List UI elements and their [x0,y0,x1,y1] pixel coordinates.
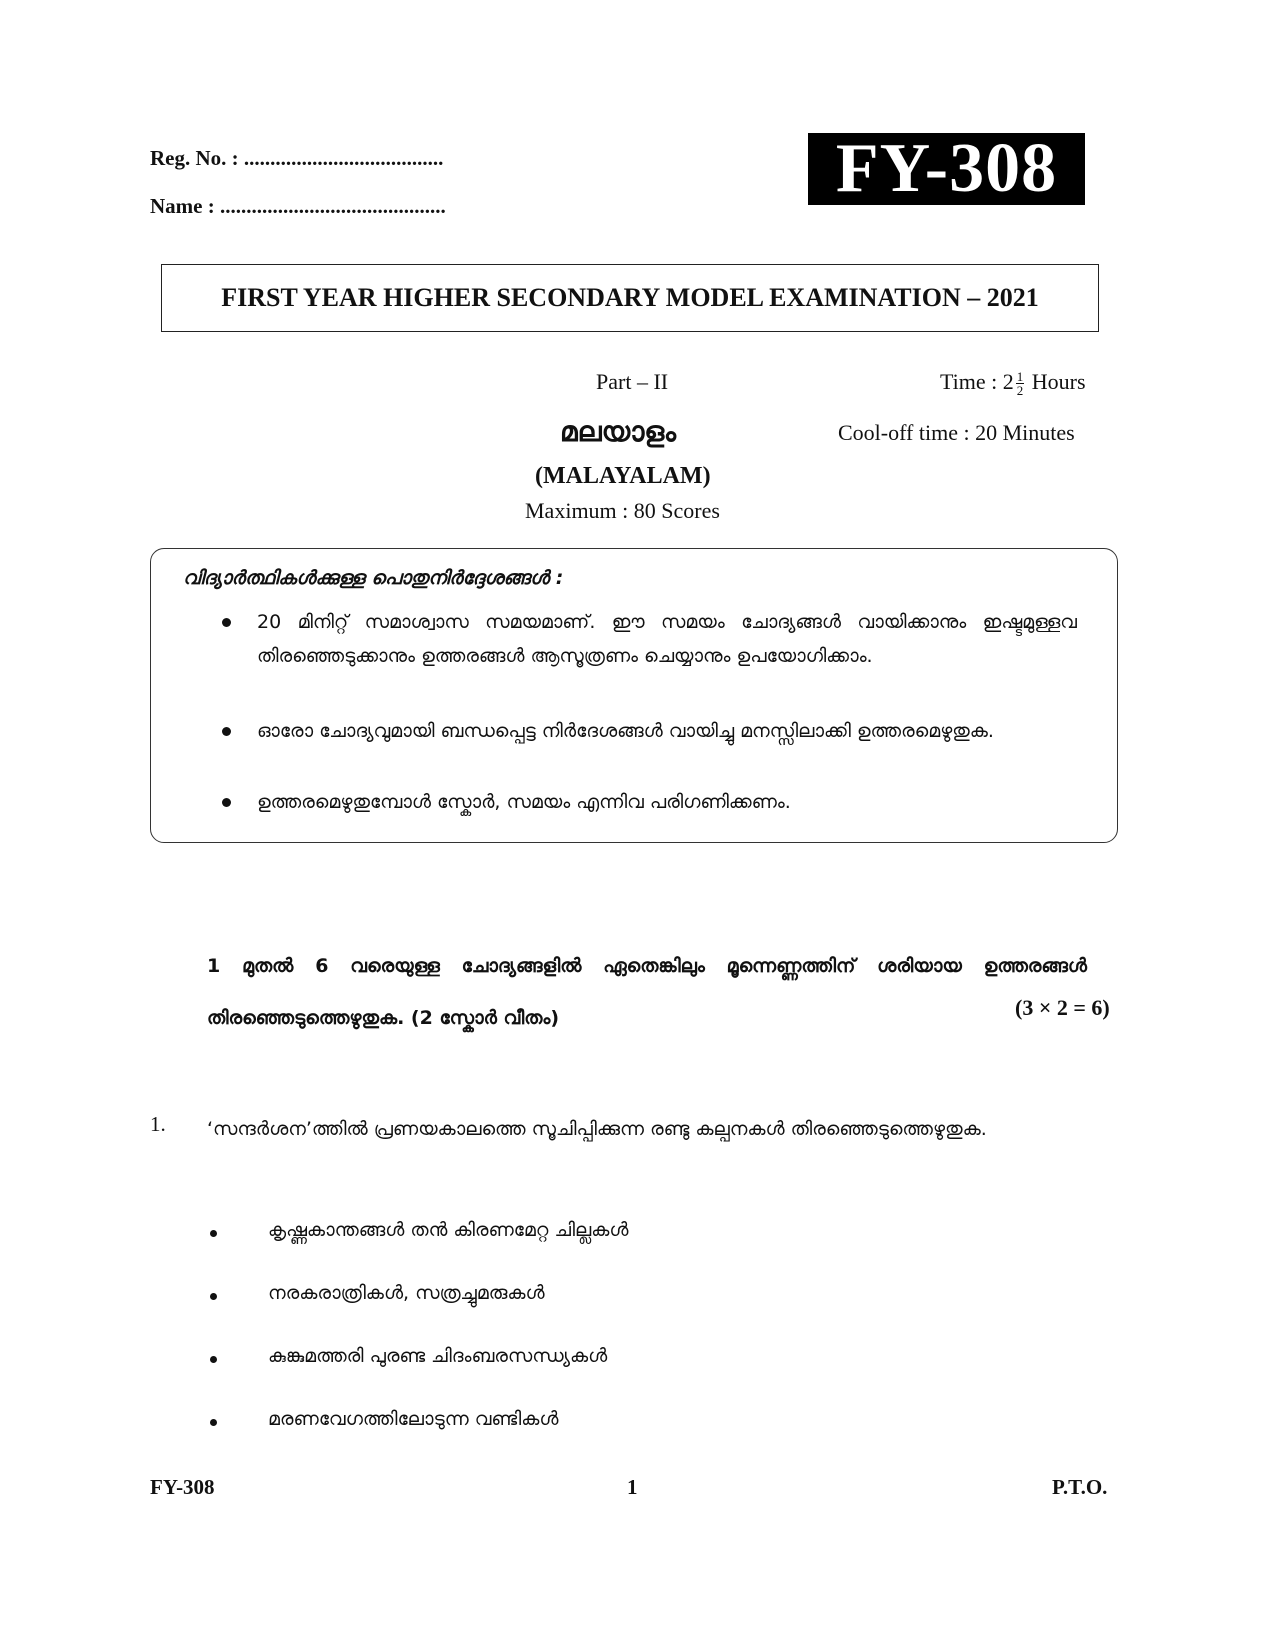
option-item: നരകരാത്രികൾ, സത്രച്ചുമരുകൾ [268,1282,545,1304]
time-label [940,369,1086,397]
time-suffix: Hours [1031,369,1086,394]
footer-code: FY-308 [150,1475,215,1499]
part-label: Part – II [596,369,669,394]
bullet-icon [210,1293,217,1300]
section-instruction: 1 മുതൽ 6 വരെയുള്ള ചോദ്യങ്ങളിൽ ഏതെങ്കിലും മൂന്നെണ്ണത്തിന് ശരിയായ ഉത്തരങ്ങൾ തിരഞ്ഞെടുത്തെഴുതുക. (2 സ്കോർ വീതം) [207,955,1087,1029]
cooloff-time: Cool-off time : 20 Minutes [838,420,1075,445]
option-item: കൃഷ്ണകാന്തങ്ങൾ തൻ കിരണമേറ്റ ചില്ലകൾ [268,1219,629,1241]
question-number: 1. [150,1112,166,1136]
pto-label: P.T.O. [1052,1475,1108,1499]
page-number: 1 [627,1475,638,1499]
instruction-item: ഉത്തരമെഴുതുമ്പോൾ സ്കോർ, സമയം എന്നിവ പരിഗണിക്കണം. [257,791,791,813]
instructions-heading: വിദ്യാർത്ഥികൾക്കുള്ള പൊതുനിർദ്ദേശങ്ങൾ : [183,567,564,589]
subject-malayalam: മലയാളം [560,415,677,448]
bullet-icon [210,1230,217,1237]
paper-code: FY-308 [808,133,1085,205]
bullet-icon [222,618,231,627]
time-fraction [1016,370,1025,397]
reg-no-field: Reg. No. : ...................................... [150,146,444,170]
bullet-icon [210,1419,217,1426]
maximum-score: Maximum : 80 Scores [525,498,720,523]
time-prefix: Time : 2 [940,369,1014,394]
bullet-icon [222,798,231,807]
option-item: മരണവേഗത്തിലോടുന്ന വണ്ടികൾ [268,1408,559,1430]
option-item: കുങ്കുമത്തരി പുരണ്ട ചിദംബരസന്ധ്യകൾ [268,1345,608,1367]
bullet-icon [210,1356,217,1363]
instruction-item: ഓരോ ചോദ്യവുമായി ബന്ധപ്പെട്ട നിർദേശങ്ങൾ വായിച്ചു മനസ്സിലാക്കി ഉത്തരമെഴുതുക. [257,720,994,742]
bullet-icon [222,727,231,736]
exam-title: FIRST YEAR HIGHER SECONDARY MODEL EXAMINATION – 2021 [161,264,1099,332]
question-text: ‘സന്ദർശന’ത്തിൽ പ്രണയകാലത്തെ സൂചിപ്പിക്കുന്ന രണ്ടു കല്പനകൾ തിരഞ്ഞെടുത്തെഴുതുക. [207,1118,987,1140]
section-score: (3 × 2 = 6) [1015,995,1110,1020]
subject-english: (MALAYALAM) [535,463,711,489]
name-field: Name : ........................................... [150,194,446,218]
fraction-numerator: 1 [1016,369,1024,385]
fraction-denominator: 2 [1016,383,1024,399]
instruction-item: 20 മിനിറ്റ് സമാശ്വാസ സമയമാണ്. ഈ സമയം ചോദ്യങ്ങൾ വായിക്കാനും ഇഷ്ടമുള്ളവ തിരഞ്ഞെടുക്കാനും ഉത്തരങ്ങൾ ആസൂത്രണം ചെയ്യാനും ഉപയോഗിക്കാം. [257,611,1077,667]
